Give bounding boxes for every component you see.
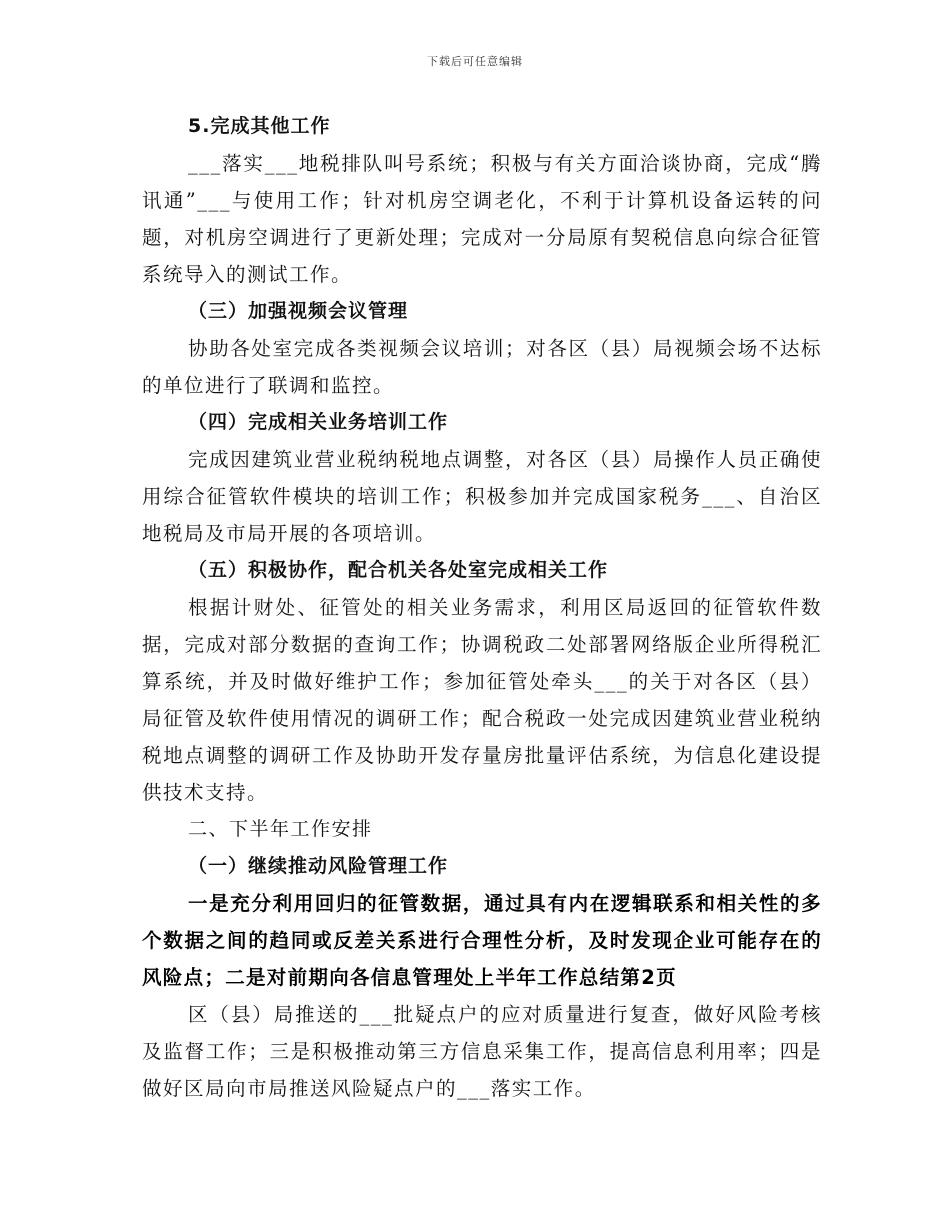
- paragraph-risk: 区（县）局推送的___批疑点户的应对质量进行复查，做好风险考核及监督工作；三是积极推动第三方信息采集工作，提高信息利用率；四是做好区局向市局推送风险疑点户的___落实工作。: [142, 1003, 822, 1100]
- section-heading-training: （四）完成相关业务培训工作: [188, 411, 449, 433]
- page-header: 下载后可任意编辑: [427, 55, 523, 68]
- section-heading-cooperation: （五）积极协作，配合机关各处室完成相关工作: [188, 559, 609, 581]
- section-heading-other-work: 5.完成其他工作: [188, 115, 331, 137]
- section-heading-second-half-plan: 二、下半年工作安排: [188, 818, 373, 840]
- section-heading-video-meeting: （三）加强视频会议管理: [188, 300, 409, 322]
- paragraph-training: 完成因建筑业营业税纳税地点调整，对各区（县）局操作人员正确使用综合征管软件模块的培训工作；积极参加并完成国家税务___、自治区地税局及市局开展的各项培训。: [142, 448, 822, 545]
- paragraph-risk-bold: 一是充分利用回归的征管数据，通过具有内在逻辑联系和相关性的多个数据之间的趋同或反差关系进行合理性分析，及时发现企业可能存在的风险点；二是对前期向各信息管理处上半年工作总结第2页: [142, 892, 822, 989]
- paragraph-video-meeting: 协助各处室完成各类视频会议培训；对各区（县）局视频会场不达标的单位进行了联调和监控。: [142, 337, 822, 397]
- section-heading-risk-management: （一）继续推动风险管理工作: [188, 855, 449, 877]
- paragraph-cooperation: 根据计财处、征管处的相关业务需求，利用区局返回的征管软件数据，完成对部分数据的查询工作；协调税政二处部署网络版企业所得税汇算系统，并及时做好维护工作；参加征管处牵头___的关于对各区（县）局征管及软件使用情况的调研工作；配合税政一处完成因建筑业营业税纳税地点调整的调研工作及协助开发存量房批量评估系统，为信息化建设提供技术支持。: [142, 596, 822, 804]
- paragraph-other-work: ___落实___地税排队叫号系统；积极与有关方面洽谈协商，完成“腾讯通”___与使用工作；针对机房空调老化，不利于计算机设备运转的问题，对机房空调进行了更新处理；完成对一分局原有契税信息向综合征管系统导入的测试工作。: [142, 152, 822, 286]
